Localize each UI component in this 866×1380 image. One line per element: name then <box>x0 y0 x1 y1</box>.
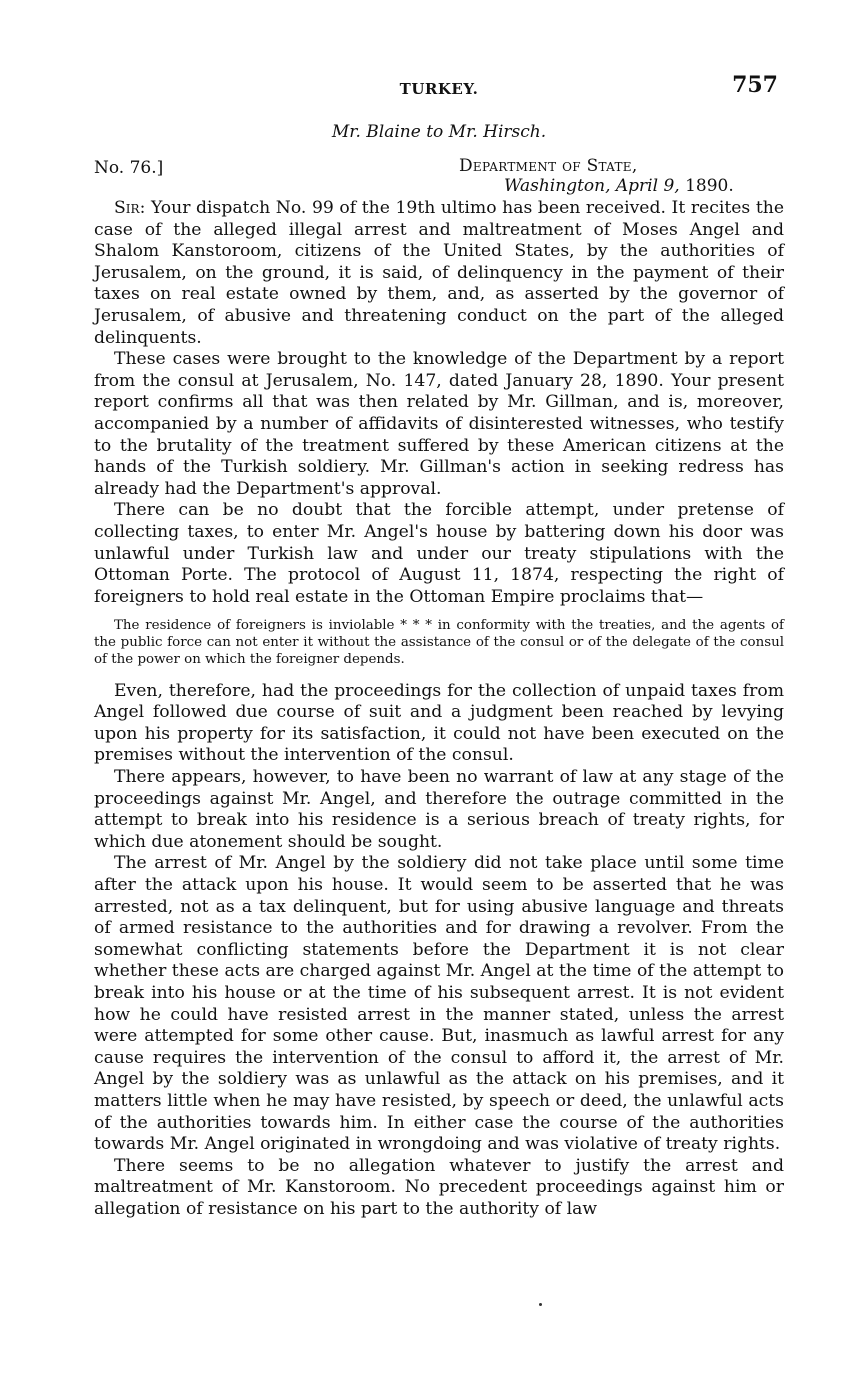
place-date-text: Washington, April 9, <box>504 176 680 196</box>
paragraph-2: These cases were brought to the knowledge of the Department by a report from the consul at Jerusalem, No. 147, dated January 28, 1890. Your present report confirms all that was then related by Mr. Gillman, and is, moreover, accompanied by a number of affidavits of disinterested witnesses, who testify to the brutality of the treatment suffered by these American citizens at the hands of the Turkish soldiery. Mr. Gillman's action in seeking redress has already had the Department's approval. <box>94 349 784 499</box>
dateline <box>94 154 784 198</box>
paragraph-1-text: : Your dispatch No. 99 of the 19th ultimo has been received. It recites the case of the alleged illegal arrest and maltreatment of Moses Angel and Shalom Kanstoroom, citizens of the United States, by the authorities of Jerusalem, on the ground, it is said, of delinquency in the payment of their taxes on real estate owned by them, and, as asserted by the governor of Jerusalem, of abusive and threatening conduct on the part of the alleged delinquents. <box>94 198 784 348</box>
document-number: No. 76.] <box>94 158 164 178</box>
letter-heading: Mr. Blaine to Mr. Hirsch. <box>331 122 547 142</box>
page-number: 757 <box>732 72 778 98</box>
department-line: Department of State, <box>459 156 638 176</box>
protocol-quote: The residence of foreigners is inviolable * * * in conformity with the treaties, and the agents of the public force can not enter it without the assistance of the consul or of the delegate of the consul of the power on which the foreigner depends. <box>94 618 784 667</box>
paragraph-4: Even, therefore, had the proceedings for the collection of unpaid taxes from Angel followed due course of suit and a judgment been reached by levying upon his property for its satisfaction, it could not have been executed on the premises without the intervention of the consul. <box>94 680 784 766</box>
running-title: TURKEY. <box>399 80 479 98</box>
salutation: Sir <box>114 198 140 218</box>
paragraph-1 <box>94 198 784 349</box>
running-head <box>94 72 784 108</box>
date-year: 1890. <box>685 176 734 196</box>
page-mark <box>539 1303 542 1306</box>
place-date <box>504 176 734 196</box>
paragraph-3: There can be no doubt that the forcible attempt, under pretense of collecting taxes, to enter Mr. Angel's house by battering down his door was unlawful under Turkish law and under our treaty stipulations with the Ottoman Porte. The protocol of August 11, 1874, respecting the right of foreigners to hold real estate in the Ottoman Empire proclaims that— <box>94 500 784 607</box>
paragraph-5: There appears, however, to have been no warrant of law at any stage of the proceedings against Mr. Angel, and therefore the outrage committed in the attempt to break into his residence is a serious breach of treaty rights, for which due atonement should be sought. <box>94 767 784 852</box>
paragraph-7: There seems to be no allegation whatever to justify the arrest and maltreatment of Mr. Kanstoroom. No precedent proceedings against him or allegation of resistance on his part to the authority of law <box>94 1155 784 1219</box>
document-page <box>94 72 784 1221</box>
paragraph-6: The arrest of Mr. Angel by the soldiery did not take place until some time after the attack upon his house. It would seem to be asserted that he was arrested, not as a tax delinquent, but for using abusive language and threats of armed resistance to the authorities and for drawing a revolver. From the somewhat conflicting statements before the Department it is not clear whether these acts are charged against Mr. Angel at the time of the attempt to break into his house or at the time of his subsequent arrest. It is not evident how he could have resisted arrest in the manner stated, unless the arrest were attempted for some other cause. But, inasmuch as lawful arrest for any cause requires the intervention of the consul to afford it, the arrest of Mr. Angel by the soldiery was as unlawful as the attack on his premises, and it matters little when he may have resisted, by speech or deed, the unlawful acts of the authorities towards him. In either case the course of the authorities towards Mr. Angel originated in wrongdoing and was violative of treaty rights. <box>94 853 784 1155</box>
